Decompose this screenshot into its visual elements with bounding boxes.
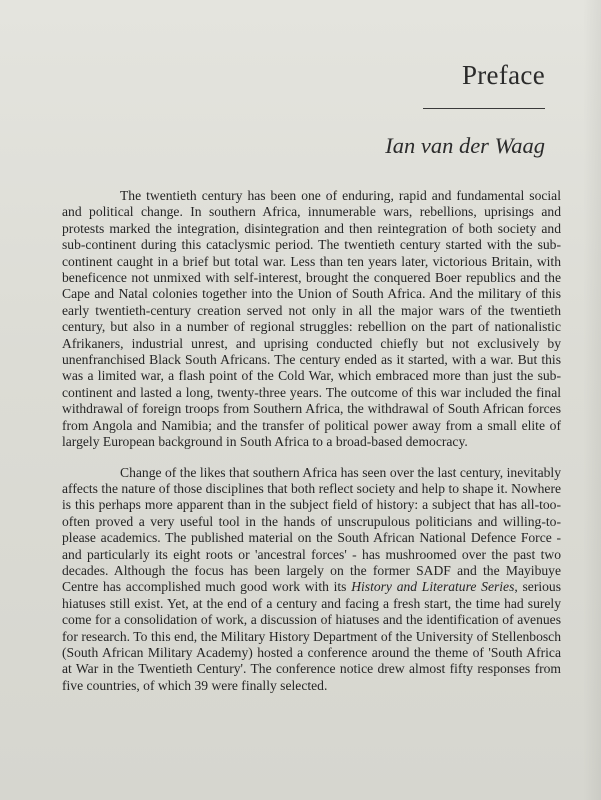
page-title: Preface — [461, 60, 545, 90]
title-rule — [423, 108, 545, 109]
page-edge-shadow — [583, 0, 601, 800]
author-name: Ian van der Waag — [385, 133, 545, 158]
paragraph-2-text-start: Change of the likes that southern Africa has seen over the last century, inevitably affects the nature of those disciplines that both reflect society and help to shape it. Nowhere is this perhaps more apparent than in the subject field of history: a subject that has all-too-often proved a very useful tool in the hands of unscrupulous politicians and willing-to-please academics. The published material on the South African National Defence Force - and particularly its eight roots or 'ancestral forces' - has mushroomed over the past two decades. Although the focus has been largely on the former SADF and the Mayibuye Centre has accomplished much good work with its — [62, 464, 561, 595]
paragraph-2 — [62, 465, 561, 695]
series-title: History and Literature Series — [351, 579, 515, 595]
preface-body — [62, 188, 561, 694]
paragraph-1: The twentieth century has been one of enduring, rapid and fundamental social and political change. In southern Africa, innumerable wars, rebellions, uprisings and protests marked the integration, disintegration and then reintegration of both society and sub-continent during this cataclysmic period. The twentieth century started with the sub-continent caught in a brief but total war. Less than ten years later, victorious Britain, with beneficence not unmixed with self-interest, brought the conquered Boer republics and the Cape and Natal colonies together into the Union of South Africa. And the military of this early twentieth-century creation served not only in all the major wars of the twentieth century, but also in a number of regional struggles: rebellion on the part of nationalistic Afrikaners, industrial unrest, and uprising conducted chiefly but not exclusively by unenfranchised Black South Africans. The century ended as it started, with a war. But this was a limited war, a flash point of the Cold War, which embraced more than just the sub-continent and lasted a long, twenty-three years. The outcome of this war included the final withdrawal of foreign troops from Southern Africa, the withdrawal of South African forces from Angola and Namibia; and the transfer of political power away from a small elite of largely European background in South Africa to a broad-based democracy. — [62, 188, 561, 450]
paragraph-2-text-end: , serious hiatuses still exist. Yet, at the end of a century and facing a fresh start, the time had surely come for a consolidation of work, a discussion of hiatuses and the identification of avenues for research. To this end, the Military History Department of the University of Stellenbosch (South African Military Academy) hosted a conference around the theme of 'South Africa at War in the Twentieth Century'. The conference notice drew almost fifty responses from five countries, of which 39 were finally selected. — [62, 579, 562, 693]
